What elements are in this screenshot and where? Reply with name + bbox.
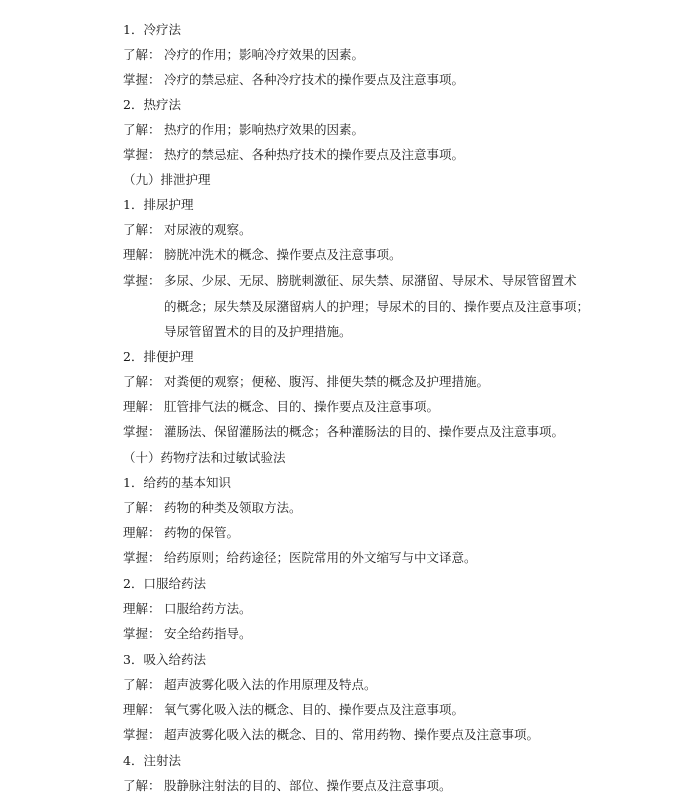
requirement-entry [123,272,679,290]
requirement-text: 灌肠法、保留灌肠法的概念；各种灌肠法的目的、操作要点及注意事项。 [164,424,565,439]
requirement-text: 安全给药指导。 [164,626,252,641]
section-heading: 4．注射法 [123,753,181,768]
requirement-text: 药物的种类及领取方法。 [164,500,302,515]
requirement-text: 股静脉注射法的目的、部位、操作要点及注意事项。 [164,778,452,793]
section-heading: 2．排便护理 [123,349,194,364]
requirement-text-continuation: 的概念；尿失禁及尿潴留病人的护理；导尿术的目的、操作要点及注意事项； [164,299,590,314]
requirement-text-continuation: 导尿管留置术的目的及护理措施。 [164,324,352,339]
requirement-entry [123,625,679,643]
requirement-level-label: 了解： [123,677,161,692]
requirement-text: 药物的保管。 [164,525,240,540]
section-heading: 1．冷疗法 [123,22,181,37]
requirement-entry [123,777,679,795]
section-heading: （十）药物疗法和过敏试验法 [123,450,286,465]
requirement-entry [123,46,679,64]
requirement-entry [123,524,679,542]
requirement-level-label: 掌握： [123,72,161,87]
requirement-text: 超声波雾化吸入法的概念、目的、常用药物、操作要点及注意事项。 [164,727,540,742]
requirement-level-label: 掌握： [123,727,161,742]
requirement-level-label: 了解： [123,222,161,237]
section-heading: 3．吸入给药法 [123,652,206,667]
requirement-text: 氧气雾化吸入法的概念、目的、操作要点及注意事项。 [164,702,465,717]
requirement-level-label: 掌握： [123,147,161,162]
requirement-entry [123,549,679,567]
requirement-text: 热疗的禁忌症、各种热疗技术的操作要点及注意事项。 [164,147,465,162]
requirement-level-label: 了解： [123,374,161,389]
requirement-text: 膀胱冲洗术的概念、操作要点及注意事项。 [164,247,402,262]
requirement-text: 口服给药方法。 [164,601,252,616]
requirement-entry [123,71,679,89]
requirement-text: 对尿液的观察。 [164,222,252,237]
requirement-level-label: 理解： [123,399,161,414]
requirement-entry [123,221,679,239]
requirement-text: 超声波雾化吸入法的作用原理及特点。 [164,677,377,692]
section-heading: 1．给药的基本知识 [123,475,231,490]
requirement-entry [123,146,679,164]
requirement-entry [123,246,679,264]
section-heading: 2．热疗法 [123,97,181,112]
requirement-level-label: 了解： [123,500,161,515]
requirement-level-label: 理解： [123,601,161,616]
requirement-text: 多尿、少尿、无尿、膀胱刺激征、尿失禁、尿潴留、导尿术、导尿管留置术 [164,273,577,288]
requirement-level-label: 掌握： [123,424,161,439]
requirement-entry [123,600,679,618]
requirement-level-label: 理解： [123,247,161,262]
requirement-text: 肛管排气法的概念、目的、操作要点及注意事项。 [164,399,440,414]
requirement-entry [123,676,679,694]
requirement-text: 冷疗的作用；影响冷疗效果的因素。 [164,47,365,62]
section-heading: 1．排尿护理 [123,197,194,212]
requirement-text: 对粪便的观察；便秘、腹泻、排便失禁的概念及护理措施。 [164,374,490,389]
requirement-level-label: 掌握： [123,626,161,641]
requirement-entry [123,701,679,719]
requirement-entry [123,121,679,139]
requirement-text: 给药原则；给药途径；医院常用的外文缩写与中文译意。 [164,550,477,565]
requirement-level-label: 了解： [123,778,161,793]
requirement-level-label: 掌握： [123,550,161,565]
section-heading: 2．口服给药法 [123,576,206,591]
requirement-level-label: 理解： [123,702,161,717]
requirement-text: 热疗的作用；影响热疗效果的因素。 [164,122,365,137]
requirement-level-label: 了解： [123,122,161,137]
requirement-entry [123,726,679,744]
section-heading: （九）排泄护理 [123,172,211,187]
requirement-entry [123,423,679,441]
requirement-entry [123,499,679,517]
requirement-entry [123,373,679,391]
requirement-entry [123,398,679,416]
requirement-level-label: 掌握： [123,273,161,288]
requirement-level-label: 了解： [123,47,161,62]
requirement-text: 冷疗的禁忌症、各种冷疗技术的操作要点及注意事项。 [164,72,465,87]
requirement-level-label: 理解： [123,525,161,540]
